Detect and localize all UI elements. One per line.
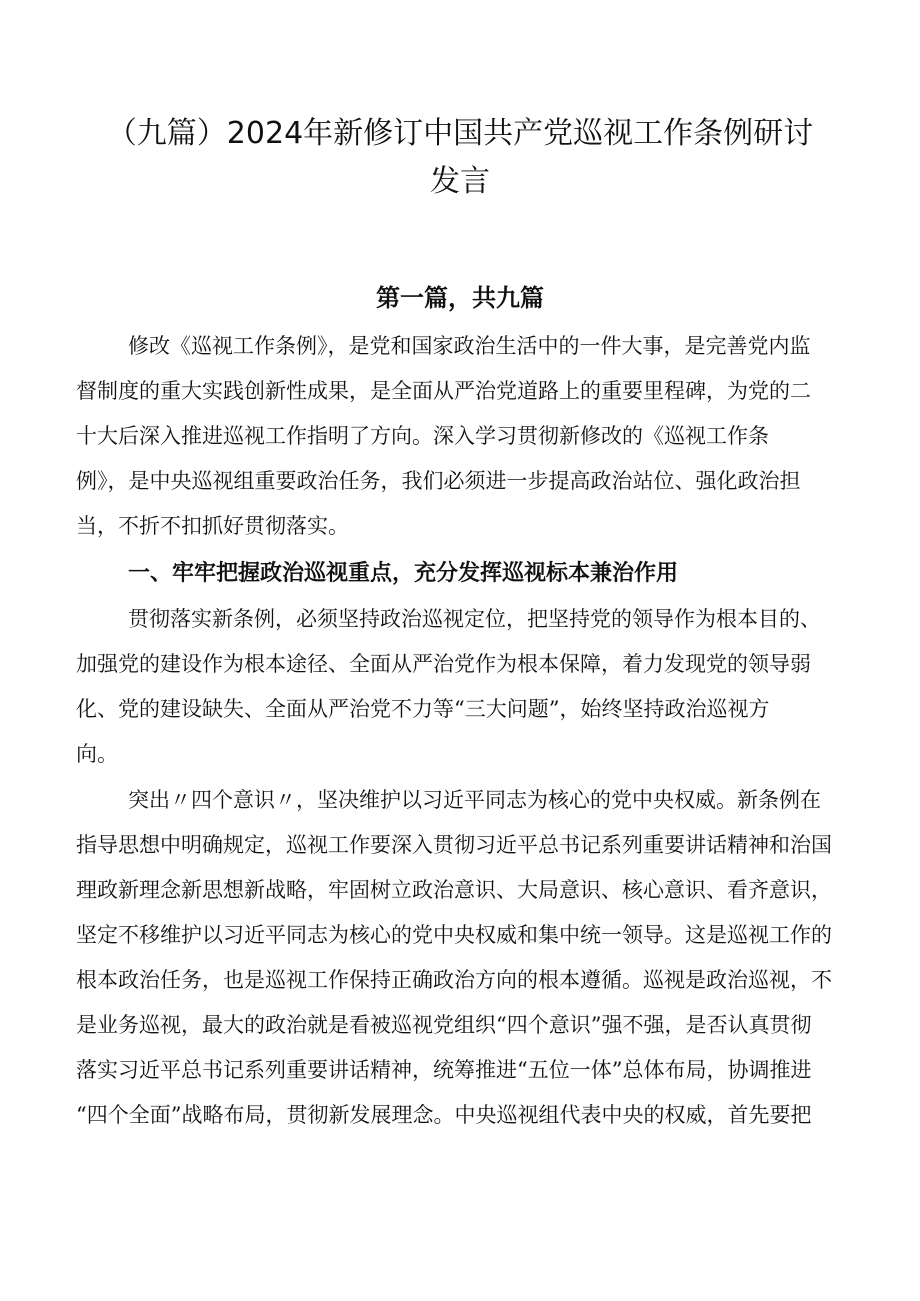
paragraph-3-line-1: 突出〃四个意识〃，坚决维护以习近平同志为核心的党中央权威。新条例在: [128, 788, 821, 812]
paragraph-3-line-5: 根本政治任务，也是巡视工作保持正确政治方向的根本遵循。巡视是政治巡视，不: [76, 968, 832, 992]
document-title-line-2: 发言: [430, 164, 490, 199]
paragraph-1-line-2: 督制度的重大实践创新性成果，是全面从严治党道路上的重要里程碑，为党的二: [76, 379, 811, 403]
paragraph-3-line-8: “四个全面”战略布局，贯彻新发展理念。中央巡视组代表中央的权威，首先要把: [76, 1103, 812, 1127]
paragraph-3-line-4: 坚定不移维护以习近平同志为核心的党中央权威和集中统一领导。这是巡视工作的: [76, 923, 832, 947]
document-title-line-1: （九篇）2024年新修订中国共产党巡视工作条例研讨: [106, 116, 814, 151]
paragraph-2-line-1: 贯彻落实新条例，必须坚持政治巡视定位，把坚持党的领导作为根本目的、: [128, 607, 821, 631]
paragraph-2-line-3: 化、党的建设缺失、全面从严治党不力等“三大问题”，始终坚持政治巡视方: [76, 697, 770, 721]
paragraph-1-line-3: 十大后深入推进巡视工作指明了方向。深入学习贯彻新修改的《巡视工作条: [76, 424, 769, 448]
paragraph-1-line-1: 修改《巡视工作条例》，是党和国家政治生活中的一件大事，是完善党内监: [128, 334, 811, 358]
paragraph-2-line-2: 加强党的建设作为根本途径、全面从严治党作为根本保障，着力发现党的领导弱: [76, 652, 811, 676]
paragraph-2-line-4: 向。: [76, 742, 118, 766]
paragraph-1-line-5: 当，不折不扣抓好贯彻落实。: [76, 514, 349, 538]
paragraph-3-line-2: 指导思想中明确规定，巡视工作要深入贯彻习近平总书记系列重要讲话精神和治国: [76, 833, 832, 857]
paragraph-3-line-6: 是业务巡视，最大的政治就是看被巡视党组织“四个意识”强不强，是否认真贯彻: [76, 1013, 812, 1037]
paragraph-3-line-7: 落实习近平总书记系列重要讲话精神，统筹推进“五位一体”总体布局，协调推进: [76, 1058, 812, 1082]
paragraph-3-line-3: 理政新理念新思想新战略，牢固树立政治意识、大局意识、核心意识、看齐意识，: [76, 878, 832, 902]
section-subtitle: 第一篇，共九篇: [376, 284, 544, 312]
paragraph-1-line-4: 例》，是中央巡视组重要政治任务，我们必须进一步提高政治站位、强化政治担: [76, 469, 801, 493]
section-heading-1: 一、牢牢把握政治巡视重点，充分发挥巡视标本兼治作用: [128, 561, 679, 586]
